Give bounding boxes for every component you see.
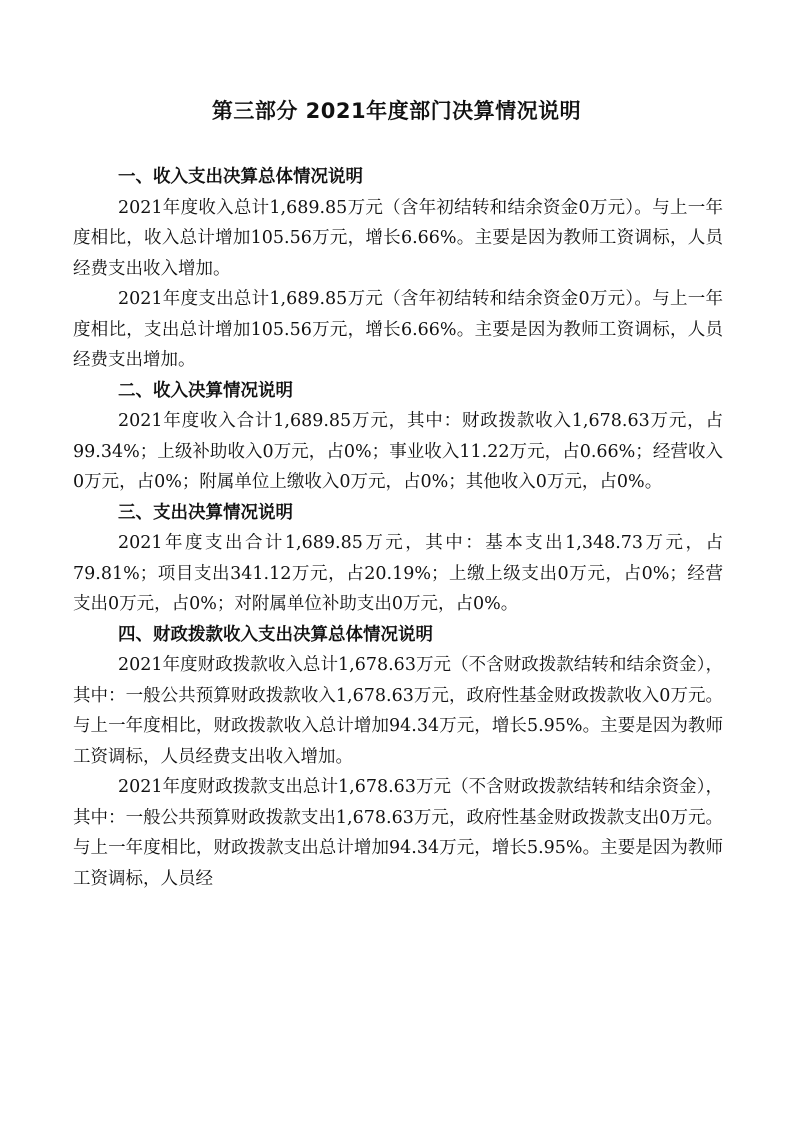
section-expenditure-details xyxy=(73,498,723,620)
section-heading: 三、支出决算情况说明 xyxy=(118,502,293,523)
paragraph: 2021年度支出总计1,689.85万元（含年初结转和结余资金0万元）。与上一年度相比，支出总计增加105.56万元，增长6.66%。主要是因为教师工资调标，人员经费支出增加。 xyxy=(73,289,723,370)
section-heading: 四、财政拨款收入支出决算总体情况说明 xyxy=(118,624,433,645)
paragraph: 2021年度收入总计1,689.85万元（含年初结转和结余资金0万元）。与上一年度相比，收入总计增加105.56万元，增长6.66%。主要是因为教师工资调标，人员经费支出收入增加。 xyxy=(73,197,723,279)
section-income-expenditure-overview xyxy=(73,162,723,376)
section-heading: 二、收入决算情况说明 xyxy=(118,380,293,401)
paragraph: 2021年度财政拨款收入总计1,678.63万元（不含财政拨款结转和结余资金），其中：一般公共预算财政拨款收入1,678.63万元，政府性基金财政拨款收入0万元。与上一年度相比，财政拨款收入总计增加94.34万元，增长5.95%。主要是因为教师工资调标，人员经费支出收入增加。 xyxy=(73,655,723,767)
page-title: 第三部分 2021年度部门决算情况说明 xyxy=(211,99,582,123)
document-body xyxy=(73,162,723,894)
section-fiscal-appropriation-overview xyxy=(73,620,723,895)
paragraph: 2021年度收入合计1,689.85万元，其中：财政拨款收入1,678.63万元，占99.34%；上级补助收入0万元，占0%；事业收入11.22万元，占0.66%；经营收入0万元，占0%；附属单位上缴收入0万元，占0%；其他收入0万元，占0%。 xyxy=(73,411,723,492)
paragraph: 2021年度财政拨款支出总计1,678.63万元（不含财政拨款结转和结余资金），其中：一般公共预算财政拨款支出1,678.63万元，政府性基金财政拨款支出0万元。与上一年度相比，财政拨款支出总计增加94.34万元，增长5.95%。主要是因为教师工资调标，人员经 xyxy=(73,777,723,889)
section-heading: 一、收入支出决算总体情况说明 xyxy=(118,167,363,187)
paragraph: 2021年度支出合计1,689.85万元，其中：基本支出1,348.73万元，占79.81%；项目支出341.12万元，占20.19%；上缴上级支出0万元，占0%；经营支出0万元，占0%；对附属单位补助支出0万元，占0%。 xyxy=(73,533,723,614)
section-income-details xyxy=(73,376,723,498)
